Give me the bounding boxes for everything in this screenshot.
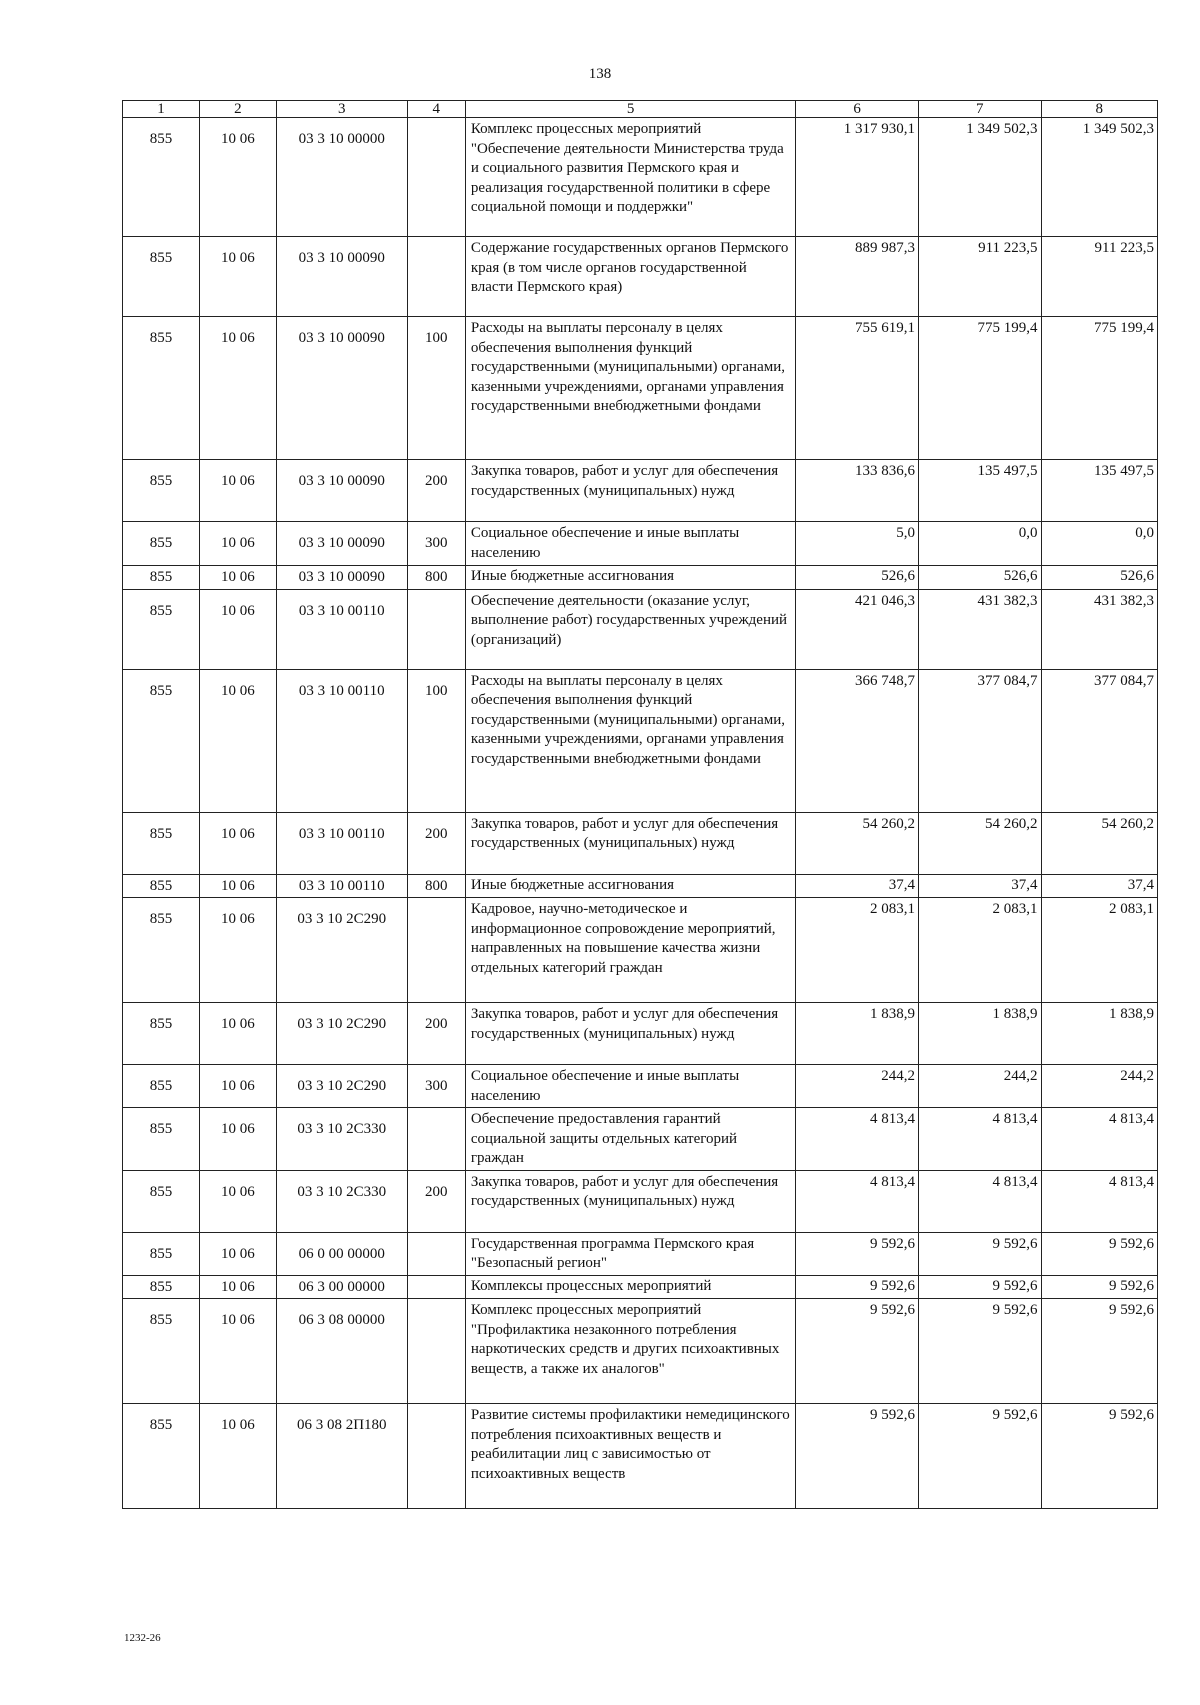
cell-amount-year2: 4 813,4 <box>918 1170 1041 1232</box>
cell-target-article: 03 3 10 00090 <box>276 522 407 566</box>
table-body <box>123 118 1158 1509</box>
cell-description: Комплекс процессных мероприятий "Обеспечение деятельности Министерства труда и социального развития Пермского края и реализация государственной политики в сфере социальной помощи и поддержки" <box>465 118 795 237</box>
cell-expense-type: 800 <box>407 874 465 898</box>
cell-amount-year3: 9 592,6 <box>1041 1232 1157 1275</box>
cell-amount-year3: 1 838,9 <box>1041 1003 1157 1065</box>
cell-section: 10 06 <box>199 874 276 898</box>
table-header <box>123 101 1158 118</box>
cell-amount-year2: 911 223,5 <box>918 237 1041 317</box>
cell-description: Закупка товаров, работ и услуг для обеспечения государственных (муниципальных) нужд <box>465 460 795 522</box>
cell-target-article: 03 3 10 00090 <box>276 460 407 522</box>
cell-description: Обеспечение деятельности (оказание услуг, выполнение работ) государственных учреждений (организаций) <box>465 589 795 669</box>
header-row <box>123 101 1158 118</box>
cell-chapter: 855 <box>123 1299 200 1404</box>
cell-description: Расходы на выплаты персоналу в целях обеспечения выполнения функций государственными (муниципальными) органами, казенными учреждениями, органами управления государственными внебюджетными фондами <box>465 317 795 460</box>
cell-description: Закупка товаров, работ и услуг для обеспечения государственных (муниципальных) нужд <box>465 1003 795 1065</box>
cell-amount-year1: 755 619,1 <box>796 317 919 460</box>
cell-section: 10 06 <box>199 317 276 460</box>
cell-amount-year2: 37,4 <box>918 874 1041 898</box>
column-header: 2 <box>199 101 276 118</box>
cell-description: Комплекс процессных мероприятий "Профилактика незаконного потребления наркотических средств и других психоактивных веществ, а также их аналогов" <box>465 1299 795 1404</box>
cell-amount-year2: 0,0 <box>918 522 1041 566</box>
cell-amount-year3: 135 497,5 <box>1041 460 1157 522</box>
cell-expense-type: 200 <box>407 812 465 874</box>
cell-section: 10 06 <box>199 812 276 874</box>
cell-expense-type: 200 <box>407 1003 465 1065</box>
cell-section: 10 06 <box>199 237 276 317</box>
cell-expense-type: 800 <box>407 566 465 590</box>
column-header: 6 <box>796 101 919 118</box>
column-header: 1 <box>123 101 200 118</box>
cell-amount-year1: 4 813,4 <box>796 1170 919 1232</box>
cell-description: Расходы на выплаты персоналу в целях обеспечения выполнения функций государственными (муниципальными) органами, казенными учреждениями, органами управления государственными внебюджетными фондами <box>465 669 795 812</box>
cell-expense-type <box>407 1404 465 1509</box>
table-row <box>123 669 1158 812</box>
cell-chapter: 855 <box>123 1170 200 1232</box>
cell-amount-year1: 1 838,9 <box>796 1003 919 1065</box>
cell-amount-year2: 4 813,4 <box>918 1108 1041 1171</box>
column-header: 5 <box>465 101 795 118</box>
cell-target-article: 03 3 10 2С290 <box>276 1065 407 1108</box>
cell-amount-year2: 9 592,6 <box>918 1275 1041 1299</box>
cell-expense-type <box>407 898 465 1003</box>
cell-amount-year3: 4 813,4 <box>1041 1108 1157 1171</box>
cell-target-article: 03 3 10 00000 <box>276 118 407 237</box>
cell-amount-year1: 421 046,3 <box>796 589 919 669</box>
cell-amount-year3: 54 260,2 <box>1041 812 1157 874</box>
cell-section: 10 06 <box>199 522 276 566</box>
cell-description: Иные бюджетные ассигнования <box>465 874 795 898</box>
cell-chapter: 855 <box>123 1404 200 1509</box>
table-row <box>123 317 1158 460</box>
cell-target-article: 06 3 00 00000 <box>276 1275 407 1299</box>
cell-description: Комплексы процессных мероприятий <box>465 1275 795 1299</box>
cell-expense-type <box>407 589 465 669</box>
cell-amount-year2: 54 260,2 <box>918 812 1041 874</box>
cell-amount-year2: 526,6 <box>918 566 1041 590</box>
cell-amount-year2: 1 349 502,3 <box>918 118 1041 237</box>
cell-chapter: 855 <box>123 1065 200 1108</box>
cell-amount-year1: 9 592,6 <box>796 1299 919 1404</box>
cell-amount-year3: 431 382,3 <box>1041 589 1157 669</box>
cell-section: 10 06 <box>199 898 276 1003</box>
cell-chapter: 855 <box>123 317 200 460</box>
cell-chapter: 855 <box>123 522 200 566</box>
cell-section: 10 06 <box>199 1170 276 1232</box>
cell-expense-type: 100 <box>407 669 465 812</box>
table-row <box>123 1404 1158 1509</box>
cell-expense-type: 300 <box>407 1065 465 1108</box>
cell-amount-year1: 133 836,6 <box>796 460 919 522</box>
cell-description: Иные бюджетные ассигнования <box>465 566 795 590</box>
cell-amount-year2: 244,2 <box>918 1065 1041 1108</box>
cell-chapter: 855 <box>123 1232 200 1275</box>
table-row <box>123 1275 1158 1299</box>
page-number: 138 <box>588 66 612 82</box>
cell-amount-year2: 2 083,1 <box>918 898 1041 1003</box>
table-row <box>123 237 1158 317</box>
cell-chapter: 855 <box>123 1275 200 1299</box>
cell-amount-year3: 911 223,5 <box>1041 237 1157 317</box>
cell-amount-year2: 135 497,5 <box>918 460 1041 522</box>
cell-target-article: 03 3 10 00110 <box>276 812 407 874</box>
cell-target-article: 03 3 10 00090 <box>276 566 407 590</box>
cell-amount-year2: 431 382,3 <box>918 589 1041 669</box>
cell-expense-type <box>407 1299 465 1404</box>
cell-chapter: 855 <box>123 566 200 590</box>
cell-description: Государственная программа Пермского края "Безопасный регион" <box>465 1232 795 1275</box>
cell-amount-year1: 1 317 930,1 <box>796 118 919 237</box>
cell-expense-type <box>407 1275 465 1299</box>
cell-section: 10 06 <box>199 118 276 237</box>
cell-amount-year3: 9 592,6 <box>1041 1299 1157 1404</box>
cell-expense-type: 100 <box>407 317 465 460</box>
cell-amount-year1: 4 813,4 <box>796 1108 919 1171</box>
cell-amount-year3: 526,6 <box>1041 566 1157 590</box>
table-row <box>123 566 1158 590</box>
cell-target-article: 03 3 10 00110 <box>276 589 407 669</box>
cell-amount-year1: 9 592,6 <box>796 1232 919 1275</box>
cell-amount-year1: 2 083,1 <box>796 898 919 1003</box>
cell-amount-year1: 526,6 <box>796 566 919 590</box>
cell-description: Кадровое, научно-методическое и информационное сопровождение мероприятий, направленных на повышение качества жизни отдельных категорий граждан <box>465 898 795 1003</box>
cell-amount-year1: 889 987,3 <box>796 237 919 317</box>
cell-chapter: 855 <box>123 812 200 874</box>
cell-expense-type <box>407 118 465 237</box>
cell-chapter: 855 <box>123 874 200 898</box>
cell-expense-type <box>407 1108 465 1171</box>
cell-section: 10 06 <box>199 460 276 522</box>
cell-amount-year2: 9 592,6 <box>918 1404 1041 1509</box>
table-row <box>123 874 1158 898</box>
cell-description: Закупка товаров, работ и услуг для обеспечения государственных (муниципальных) нужд <box>465 812 795 874</box>
cell-chapter: 855 <box>123 1003 200 1065</box>
column-header: 7 <box>918 101 1041 118</box>
table-row <box>123 1065 1158 1108</box>
cell-chapter: 855 <box>123 589 200 669</box>
table-row <box>123 1003 1158 1065</box>
cell-target-article: 06 3 08 00000 <box>276 1299 407 1404</box>
cell-section: 10 06 <box>199 566 276 590</box>
cell-amount-year1: 244,2 <box>796 1065 919 1108</box>
table-row <box>123 1108 1158 1171</box>
cell-amount-year2: 1 838,9 <box>918 1003 1041 1065</box>
table-row <box>123 1299 1158 1404</box>
cell-target-article: 03 3 10 00110 <box>276 669 407 812</box>
cell-amount-year2: 9 592,6 <box>918 1299 1041 1404</box>
cell-target-article: 03 3 10 00110 <box>276 874 407 898</box>
cell-amount-year1: 9 592,6 <box>796 1275 919 1299</box>
cell-chapter: 855 <box>123 898 200 1003</box>
table-row <box>123 589 1158 669</box>
footer-code: 1232-26 <box>124 1632 161 1644</box>
cell-amount-year2: 775 199,4 <box>918 317 1041 460</box>
cell-chapter: 855 <box>123 460 200 522</box>
table-row <box>123 898 1158 1003</box>
cell-amount-year2: 9 592,6 <box>918 1232 1041 1275</box>
cell-amount-year3: 9 592,6 <box>1041 1275 1157 1299</box>
cell-description: Социальное обеспечение и иные выплаты населению <box>465 522 795 566</box>
table-row <box>123 522 1158 566</box>
cell-description: Обеспечение предоставления гарантий социальной защиты отдельных категорий граждан <box>465 1108 795 1171</box>
cell-section: 10 06 <box>199 1404 276 1509</box>
table-row <box>123 118 1158 237</box>
cell-target-article: 03 3 10 2С290 <box>276 1003 407 1065</box>
cell-amount-year1: 9 592,6 <box>796 1404 919 1509</box>
column-header: 8 <box>1041 101 1157 118</box>
cell-target-article: 03 3 10 00090 <box>276 317 407 460</box>
cell-description: Развитие системы профилактики немедицинского потребления психоактивных веществ и реабилитации лиц с зависимостью от психоактивных веществ <box>465 1404 795 1509</box>
cell-target-article: 06 3 08 2П180 <box>276 1404 407 1509</box>
cell-target-article: 03 3 10 2С330 <box>276 1108 407 1171</box>
cell-expense-type <box>407 237 465 317</box>
cell-amount-year1: 5,0 <box>796 522 919 566</box>
cell-amount-year3: 9 592,6 <box>1041 1404 1157 1509</box>
table-row <box>123 1232 1158 1275</box>
cell-section: 10 06 <box>199 1003 276 1065</box>
cell-amount-year1: 366 748,7 <box>796 669 919 812</box>
cell-target-article: 06 0 00 00000 <box>276 1232 407 1275</box>
cell-expense-type <box>407 1232 465 1275</box>
cell-amount-year2: 377 084,7 <box>918 669 1041 812</box>
column-header: 4 <box>407 101 465 118</box>
table-row <box>123 812 1158 874</box>
cell-target-article: 03 3 10 2С330 <box>276 1170 407 1232</box>
cell-section: 10 06 <box>199 1065 276 1108</box>
budget-table <box>122 100 1158 1509</box>
cell-description: Закупка товаров, работ и услуг для обеспечения государственных (муниципальных) нужд <box>465 1170 795 1232</box>
cell-amount-year3: 244,2 <box>1041 1065 1157 1108</box>
cell-expense-type: 300 <box>407 522 465 566</box>
cell-description: Содержание государственных органов Пермского края (в том числе органов государственной власти Пермского края) <box>465 237 795 317</box>
column-header: 3 <box>276 101 407 118</box>
cell-section: 10 06 <box>199 589 276 669</box>
cell-section: 10 06 <box>199 1299 276 1404</box>
cell-section: 10 06 <box>199 1108 276 1171</box>
cell-description: Социальное обеспечение и иные выплаты населению <box>465 1065 795 1108</box>
cell-chapter: 855 <box>123 118 200 237</box>
cell-chapter: 855 <box>123 669 200 812</box>
table-row <box>123 460 1158 522</box>
cell-amount-year3: 0,0 <box>1041 522 1157 566</box>
cell-chapter: 855 <box>123 1108 200 1171</box>
cell-expense-type: 200 <box>407 1170 465 1232</box>
table-row <box>123 1170 1158 1232</box>
cell-amount-year1: 54 260,2 <box>796 812 919 874</box>
cell-chapter: 855 <box>123 237 200 317</box>
cell-target-article: 03 3 10 2С290 <box>276 898 407 1003</box>
cell-expense-type: 200 <box>407 460 465 522</box>
cell-section: 10 06 <box>199 1232 276 1275</box>
cell-amount-year1: 37,4 <box>796 874 919 898</box>
cell-section: 10 06 <box>199 669 276 812</box>
cell-section: 10 06 <box>199 1275 276 1299</box>
cell-amount-year3: 37,4 <box>1041 874 1157 898</box>
cell-target-article: 03 3 10 00090 <box>276 237 407 317</box>
cell-amount-year3: 377 084,7 <box>1041 669 1157 812</box>
cell-amount-year3: 4 813,4 <box>1041 1170 1157 1232</box>
cell-amount-year3: 2 083,1 <box>1041 898 1157 1003</box>
cell-amount-year3: 1 349 502,3 <box>1041 118 1157 237</box>
cell-amount-year3: 775 199,4 <box>1041 317 1157 460</box>
